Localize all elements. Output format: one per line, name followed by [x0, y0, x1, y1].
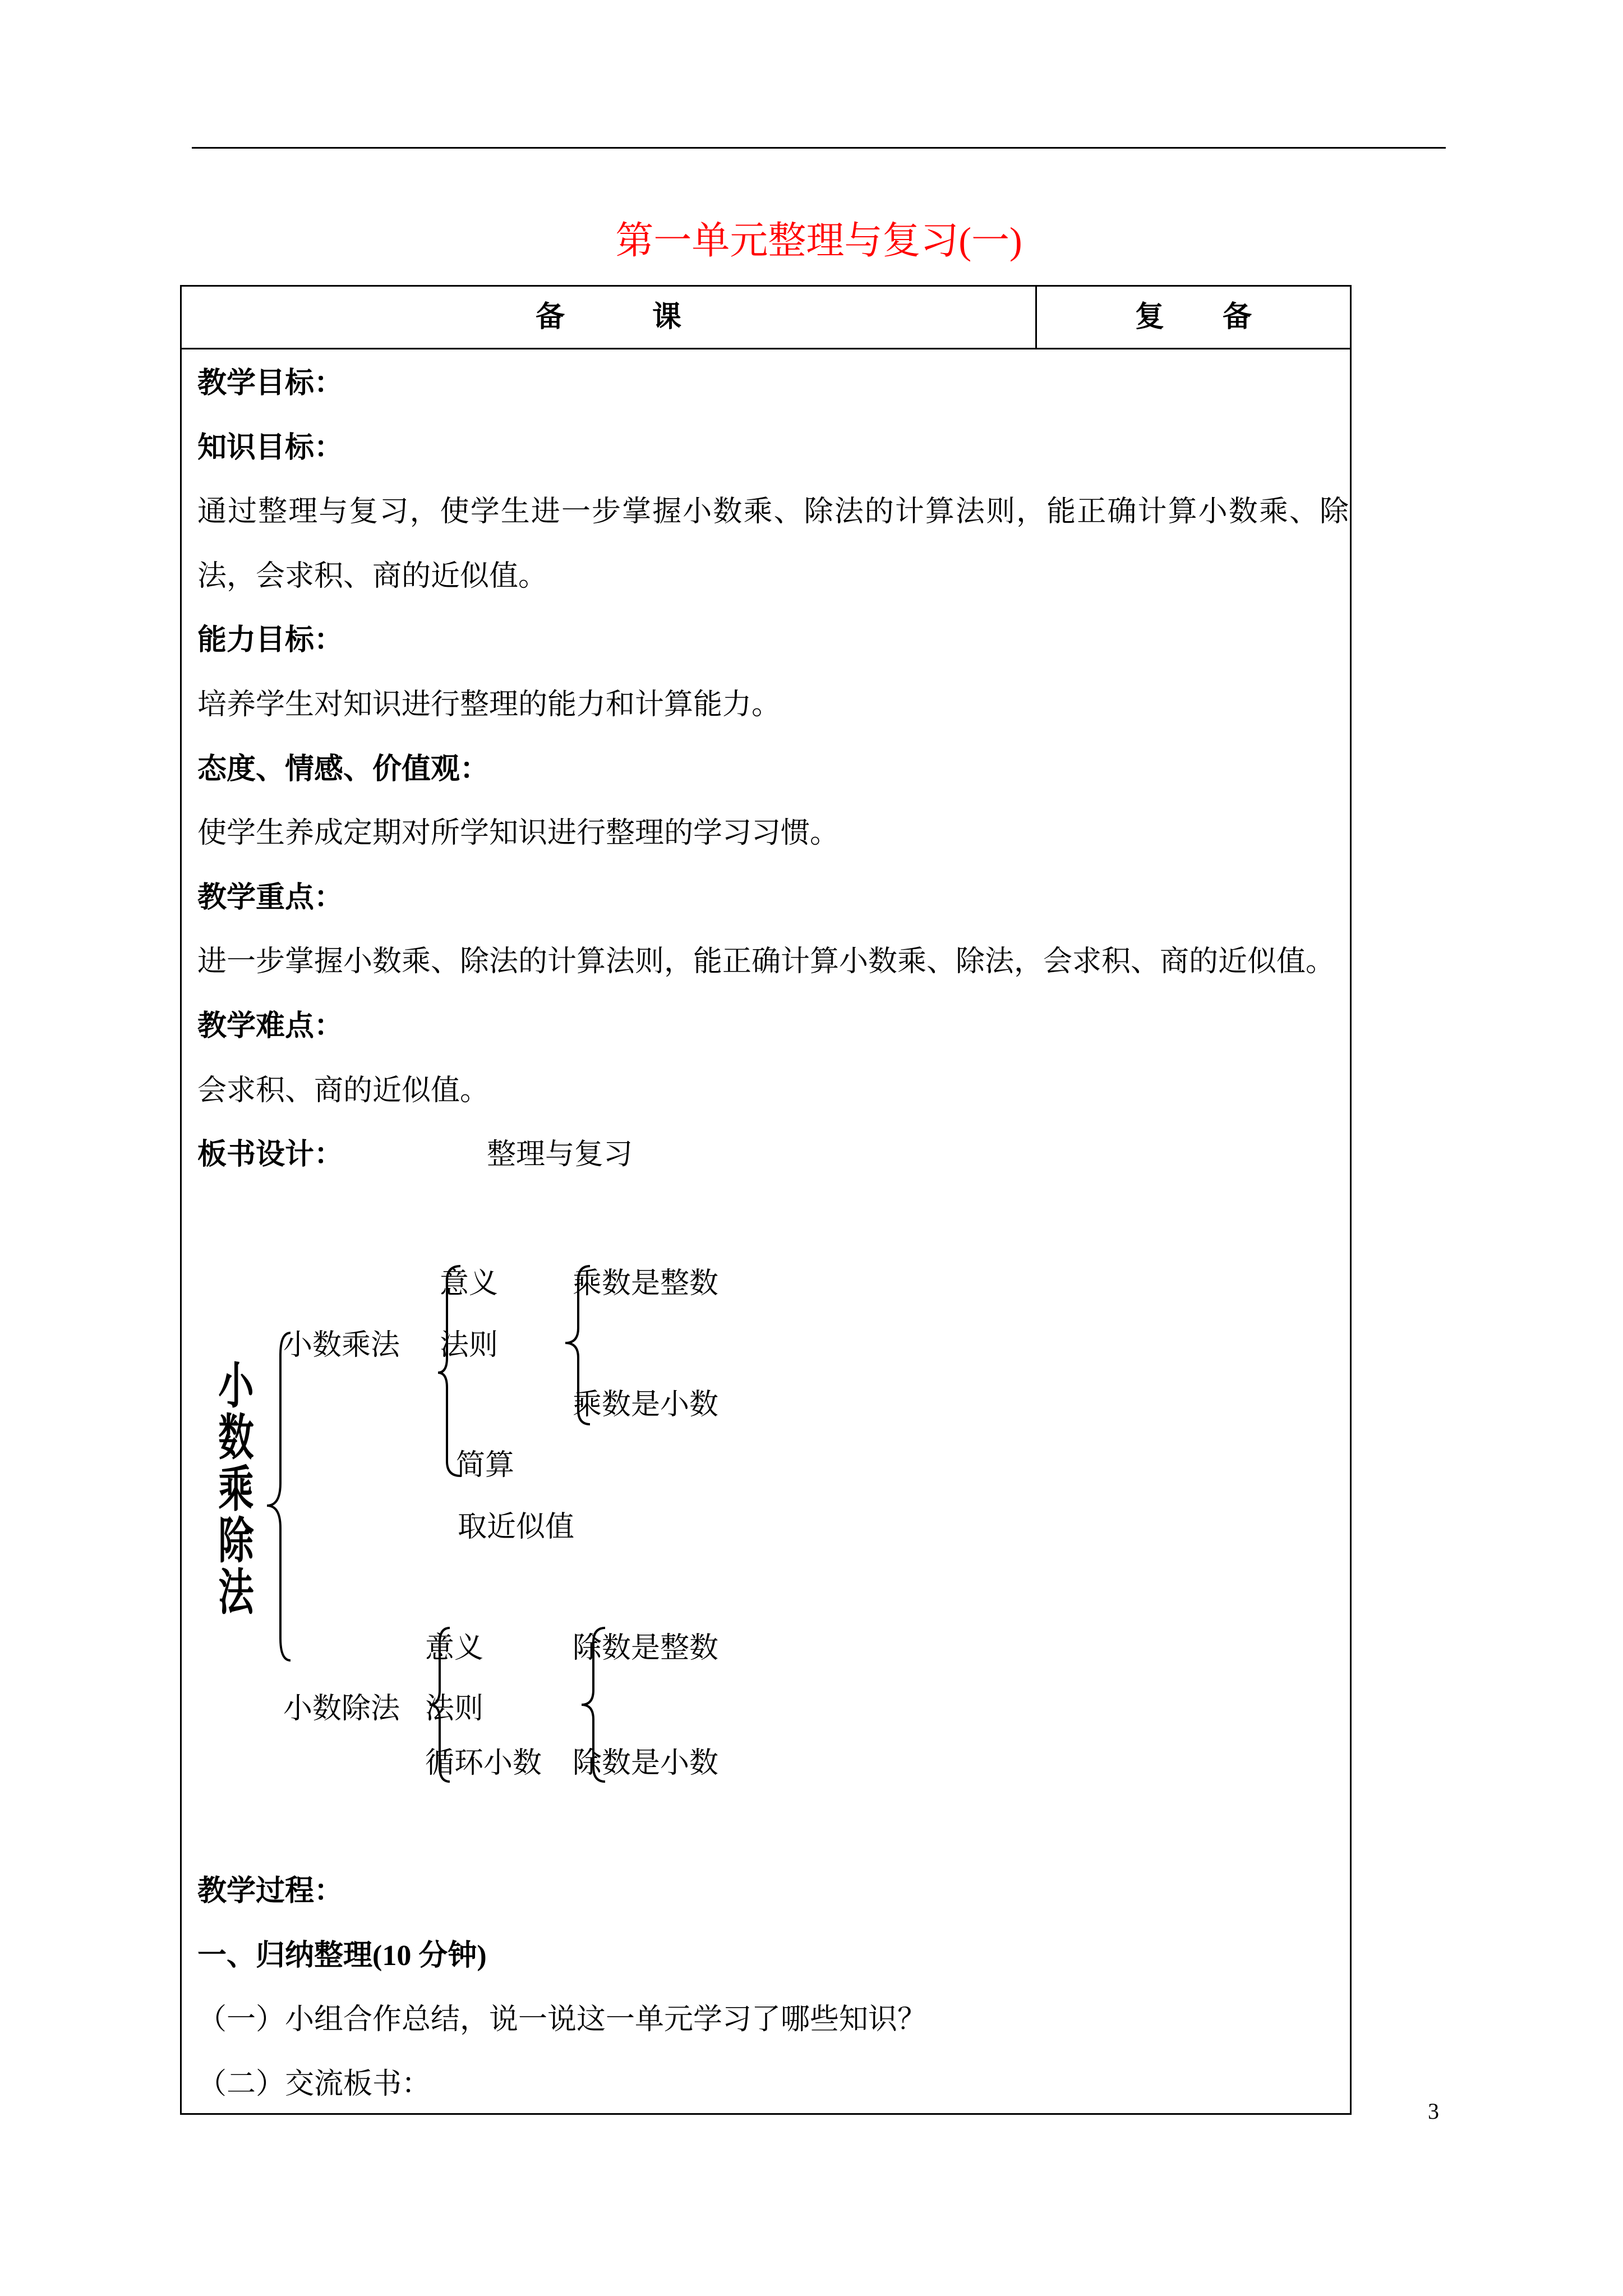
- diagram-root-label: 小数乘除法: [218, 1357, 254, 1621]
- difficulties-heading: 教学难点：: [197, 1010, 344, 1042]
- multiplication-item-rule: 法则: [440, 1329, 499, 1361]
- key-points-heading: 教学重点：: [197, 881, 344, 914]
- division-label: 小数除法: [283, 1693, 400, 1725]
- page-title: 第一单元整理与复习(一): [615, 219, 1022, 262]
- multiplication-rule-brace: [565, 1266, 590, 1424]
- process-step: （二）交流板书：: [197, 2068, 431, 2100]
- process-step: （一）小组合作总结，说一说这一单元学习了哪些知识？: [197, 2004, 927, 2036]
- key-points-text: 进一步掌握小数乘、除法的计算法则，能正确计算小数乘、除法，会求积、商的近似值。: [197, 946, 1335, 978]
- multiplication-item-approximation: 取近似值: [458, 1511, 575, 1543]
- page-number: 3: [1428, 2099, 1439, 2124]
- header-rule: [192, 147, 1446, 149]
- teaching-process-heading: 教学过程：: [197, 1875, 344, 1907]
- prepare-lesson-header: 备 课: [182, 287, 1037, 348]
- teaching-goals-heading: 教学目标：: [197, 367, 344, 399]
- multiplier-integer-case: 乘数是整数: [573, 1268, 719, 1300]
- multiplication-item-shortcut: 简算: [456, 1450, 515, 1481]
- knowledge-goals-heading: 知识目标：: [197, 431, 344, 464]
- ability-goals-heading: 能力目标：: [197, 624, 344, 657]
- multiplication-items-brace: [438, 1266, 460, 1476]
- section-summary-heading: 一、归纳整理(10 分钟): [197, 1939, 487, 1972]
- lesson-content-lower: [197, 1860, 1349, 2116]
- multiplication-item-meaning: 意义: [440, 1268, 499, 1300]
- divisor-decimal-case: 除数是小数: [573, 1747, 719, 1779]
- division-item-rule: 法则: [425, 1693, 484, 1725]
- multiplier-decimal-case: 乘数是小数: [573, 1389, 719, 1421]
- board-design-heading: 板书设计：: [197, 1139, 344, 1171]
- board-design-title: 整理与复习: [487, 1139, 633, 1171]
- lesson-plan-table: [180, 285, 1352, 2115]
- ability-goals-text: 培养学生对知识进行整理的能力和计算能力。: [197, 688, 781, 721]
- division-item-repeating-decimal: 循环小数: [425, 1747, 542, 1779]
- division-rule-brace: [582, 1628, 605, 1782]
- re-prepare-header: 复 备: [1135, 301, 1252, 333]
- divisor-integer-case: 除数是整数: [573, 1632, 719, 1664]
- attitude-goals-text: 使学生养成定期对所学知识进行整理的学习习惯。: [197, 817, 840, 850]
- division-item-meaning: 意义: [425, 1632, 484, 1664]
- table-header-row: [182, 287, 1350, 349]
- difficulties-text: 会求积、商的近似值。: [197, 1074, 490, 1107]
- board-design-line: [197, 1123, 1349, 1188]
- lesson-content-upper: [197, 352, 1349, 1188]
- attitude-goals-heading: 态度、情感、价值观：: [197, 753, 490, 785]
- multiplication-label: 小数乘法: [283, 1329, 400, 1361]
- root-brace: [267, 1333, 291, 1660]
- knowledge-goals-text: 通过整理与复习，使学生进一步掌握小数乘、除法的计算法则，能正确计算小数乘、除法，会求积、商的近似值。: [197, 496, 1349, 592]
- division-items-brace: [430, 1628, 450, 1782]
